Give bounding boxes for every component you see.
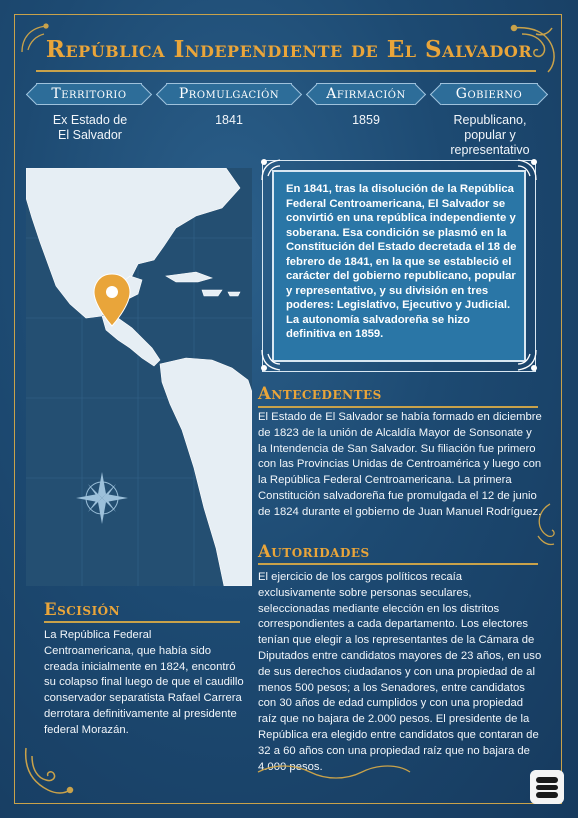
corner-flourish-icon	[512, 156, 540, 184]
map-of-central-america	[26, 168, 252, 586]
info-box-text: En 1841, tras la disolución de la República Federal Centroamericana, El Salvador se convirtió en una república independiente y soberana. Esa condición se plasmó en la Constitución del Estado decretada el 18 de febrero de 1841, en la que se estableció el carácter del gobierno republicano, popular y representativo, y su división en tres poderes: Legislativo, Ejecutivo y Judicial. La autonomía salvadoreña se hizo definitiva en 1859.	[286, 183, 517, 340]
fact-label-promulgacion: Promulgación	[166, 83, 292, 105]
fact-label-afirmacion: Afirmación	[316, 83, 416, 105]
section-title-antecedentes: Antecedentes	[258, 384, 382, 403]
fact-value-gobierno: Republicano, popular y representativo	[450, 113, 530, 157]
fact-value-promulgacion: 1841	[215, 113, 243, 127]
corner-flourish-icon	[18, 740, 78, 800]
section-text-escision: La República Federal Centroamericana, que había sido creada inicialmente en 1824, encontró su colapso final luego de que el caudillo conservador separatista Rafael Carrera derrotara definitivamente al presidente federal Morazán.	[44, 629, 244, 736]
section-divider	[258, 563, 538, 565]
page-title: República Independiente de El Salvador	[45, 36, 533, 63]
title-divider	[36, 70, 536, 72]
section-divider	[258, 406, 538, 408]
publisher-logo-icon	[530, 770, 564, 804]
fact-label-gobierno: Gobierno	[440, 83, 538, 105]
section-text-antecedentes: El Estado de El Salvador se había formado en diciembre de 1823 de la unión de Alcaldía Mayor de Sonsonate y la Intendencia de San Salvador. Su filiación fue primero con las Provincias Unidas de Centroamérica y luego con la República Federal Centroamericana. La primera Constitución salvadoreña fue promulgada el 12 de junio de 1824 durante el gobierno de Juan Manuel Rodríguez.	[258, 411, 542, 518]
corner-flourish-icon	[258, 346, 286, 374]
bottom-flourish-icon	[254, 762, 414, 782]
section-text-autoridades: El ejercicio de los cargos políticos recaía exclusivamente sobre personas seculares, seleccionadas mediante elección en los distritos correspondientes a cada departamento. Los electores tenían que elegir a los representantes de la Cámara de Diputados entre candidatos mayores de 23 años, en uso de sus derechos ciudadanos y con una propiedad de al menos 500 pesos; a los Senadores, entre candidatos con 30 años de edad cumplidos y con una propiedad raíz que no bajara de 2.000 pesos. El presidente de la República era elegido entre candidatos que contaran de 32 a 60 años con una propiedad raíz que no bajara de 4.000 pesos.	[258, 571, 542, 773]
corner-flourish-icon	[258, 156, 286, 184]
fact-label-territorio: Territorio	[36, 83, 142, 105]
fact-value-afirmacion: 1859	[352, 113, 380, 127]
section-divider	[44, 621, 240, 623]
fact-value-territorio: Ex Estado de El Salvador	[52, 113, 128, 142]
section-title-autoridades: Autoridades	[258, 542, 370, 561]
section-title-escision: Escisión	[44, 600, 121, 619]
corner-flourish-icon	[512, 346, 540, 374]
